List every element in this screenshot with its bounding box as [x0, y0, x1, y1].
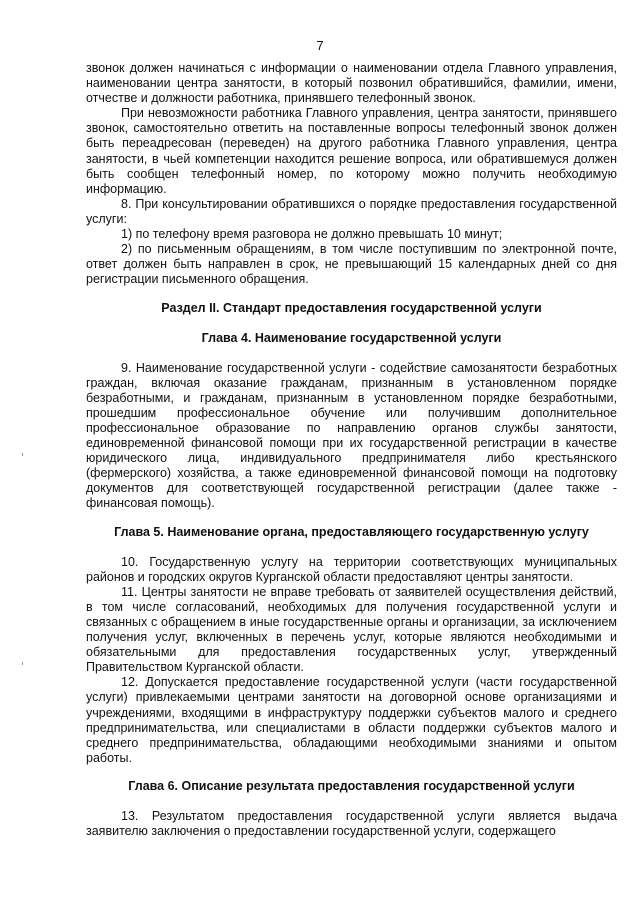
- paragraph-call-redirect: При невозможности работника Главного управления, центра занятости, принявшего звонок, самостоятельно ответить на поставленные вопросы телефонный звонок должен быть переадресован (переведен) на другого работника Главного управления, центра занятости, в чьей компетенции находится решение вопроса, или обратившемуся должен быть сообщен телефонный номер, по которому можно получить необходимую информацию.: [86, 106, 617, 196]
- paragraph-item-9: 9. Наименование государственной услуги - содействие самозанятости безработных граждан, включая оказание гражданам, признанным в установленном порядке безработными, и гражданам, признанным в установленном порядке безработными, прошедшим профессиональное обучение или получившим дополнительное профессиональное образование по направлению органов службы занятости, единовременной финансовой помощи при их государственной регистрации в качестве юридического лица, индивидуального предпринимателя либо крестьянского (фермерского) хозяйства, а также единовременной финансовой помощи на подготовку документов для соответствующей государственной регистрации (далее также - финансовая помощь).: [86, 360, 617, 511]
- paragraph-item-8: 8. При консультировании обратившихся о порядке предоставления государственной услуги:: [86, 196, 617, 226]
- page-number: 7: [316, 38, 324, 53]
- paragraph-item-8-1: 1) по телефону время разговора не должно превышать 10 минут;: [121, 227, 503, 242]
- paragraph-item-8-2: 2) по письменным обращениям, в том числе поступившим по электронной почте, ответ должен быть направлен в срок, не превышающий 15 календарных дней со дня регистрации письменного обращения.: [86, 242, 617, 287]
- margin-mark: [22, 453, 23, 456]
- margin-mark: [22, 662, 23, 665]
- paragraph-item-10: 10. Государственную услугу на территории соответствующих муниципальных районов и городских округов Курганской области предоставляют центры занятости.: [86, 554, 617, 584]
- section-heading-2: Раздел II. Стандарт предоставления государственной услуги: [161, 301, 542, 316]
- chapter-heading-4: Глава 4. Наименование государственной услуги: [201, 330, 502, 345]
- paragraph-item-11: 11. Центры занятости не вправе требовать от заявителей осуществления действий, в том числе согласований, необходимых для получения государственной услуги и связанных с обращением в иные государственные органы и организации, за исключением получения услуг, включенных в перечень услуг, которые являются необходимыми и обязательными для предоставления государственных услуг, утвержденный Правительством Курганской области.: [86, 584, 617, 675]
- paragraph-item-12: 12. Допускается предоставление государственной услуги (части государственной услуги) привлекаемыми центрами занятости на договорной основе организациями и учреждениями, входящими в инфраструктуру поддержки субъектов малого и среднего предпринимательства, или специалистами в области поддержки субъектов малого и среднего предпринимательства, обладающими необходимыми знаниями и опытом работы.: [86, 675, 617, 765]
- paragraph-item-13: 13. Результатом предоставления государственной услуги является выдача заявителю заключения о предоставлении государственной услуги, содержащего: [86, 809, 617, 839]
- chapter-heading-6: Глава 6. Описание результата предоставления государственной услуги: [128, 778, 575, 793]
- chapter-heading-5: Глава 5. Наименование органа, предоставляющего государственную услугу: [114, 524, 589, 539]
- paragraph-call-intro: звонок должен начинаться с информации о наименовании отдела Главного управления, наименовании центра занятости, в который позвонил обратившийся, фамилии, имени, отчестве и должности работника, принявшего телефонный звонок.: [86, 61, 617, 106]
- document-body: [86, 61, 617, 839]
